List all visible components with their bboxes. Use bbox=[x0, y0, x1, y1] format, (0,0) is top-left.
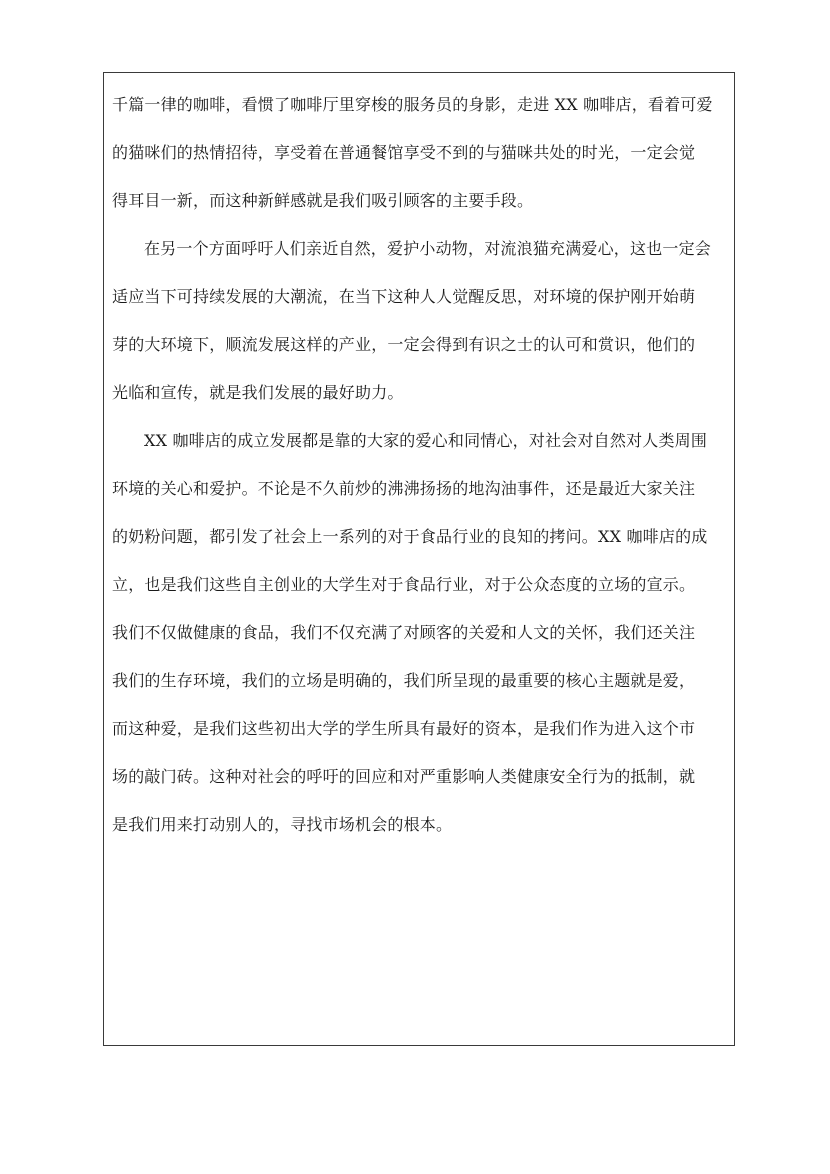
text-line: 光临和宣传，就是我们发展的最好助力。 bbox=[112, 383, 404, 402]
content-table-cell bbox=[103, 72, 735, 1046]
text-line: 我们不仅做健康的食品，我们不仅充满了对顾客的关爱和人文的关怀，我们还关注 bbox=[112, 623, 696, 642]
text-line: 适应当下可持续发展的大潮流，在当下这种人人觉醒反思，对环境的保护刚开始萌 bbox=[112, 287, 696, 306]
text-line: 而这种爱，是我们这些初出大学的学生所具有最好的资本，是我们作为进入这个市 bbox=[112, 719, 696, 738]
text-line: 的猫咪们的热情招待，享受着在普通餐馆享受不到的与猫咪共处的时光，一定会觉 bbox=[112, 143, 696, 162]
paragraph-1 bbox=[112, 81, 726, 225]
text-line: 的奶粉问题，都引发了社会上一系列的对于食品行业的良知的拷问。XX 咖啡店的成 bbox=[112, 527, 708, 546]
text-line: 我们的生存环境，我们的立场是明确的，我们所呈现的最重要的核心主题就是爱， bbox=[112, 671, 696, 690]
paragraph-2 bbox=[112, 225, 726, 417]
text-line: 场的敲门砖。这种对社会的呼吁的回应和对严重影响人类健康安全行为的抵制，就 bbox=[112, 767, 696, 786]
text-line: 芽的大环境下，顺流发展这样的产业，一定会得到有识之士的认可和赏识，他们的 bbox=[112, 335, 696, 354]
text-line: 环境的关心和爱护。不论是不久前炒的沸沸扬扬的地沟油事件，还是最近大家关注 bbox=[112, 479, 696, 498]
text-line: 得耳目一新，而这种新鲜感就是我们吸引顾客的主要手段。 bbox=[112, 191, 534, 210]
text-line: 在另一个方面呼吁人们亲近自然，爱护小动物，对流浪猫充满爱心，这也一定会 bbox=[144, 239, 712, 258]
text-line: 是我们用来打动别人的，寻找市场机会的根本。 bbox=[112, 815, 453, 834]
text-line: 立，也是我们这些自主创业的大学生对于食品行业，对于公众态度的立场的宣示。 bbox=[112, 575, 696, 594]
text-line: XX 咖啡店的成立发展都是靠的大家的爱心和同情心，对社会对自然对人类周围 bbox=[144, 431, 708, 450]
paragraph-3 bbox=[112, 417, 726, 849]
text-line: 千篇一律的咖啡，看惯了咖啡厅里穿梭的服务员的身影，走进 XX 咖啡店，看着可爱 bbox=[112, 95, 713, 114]
